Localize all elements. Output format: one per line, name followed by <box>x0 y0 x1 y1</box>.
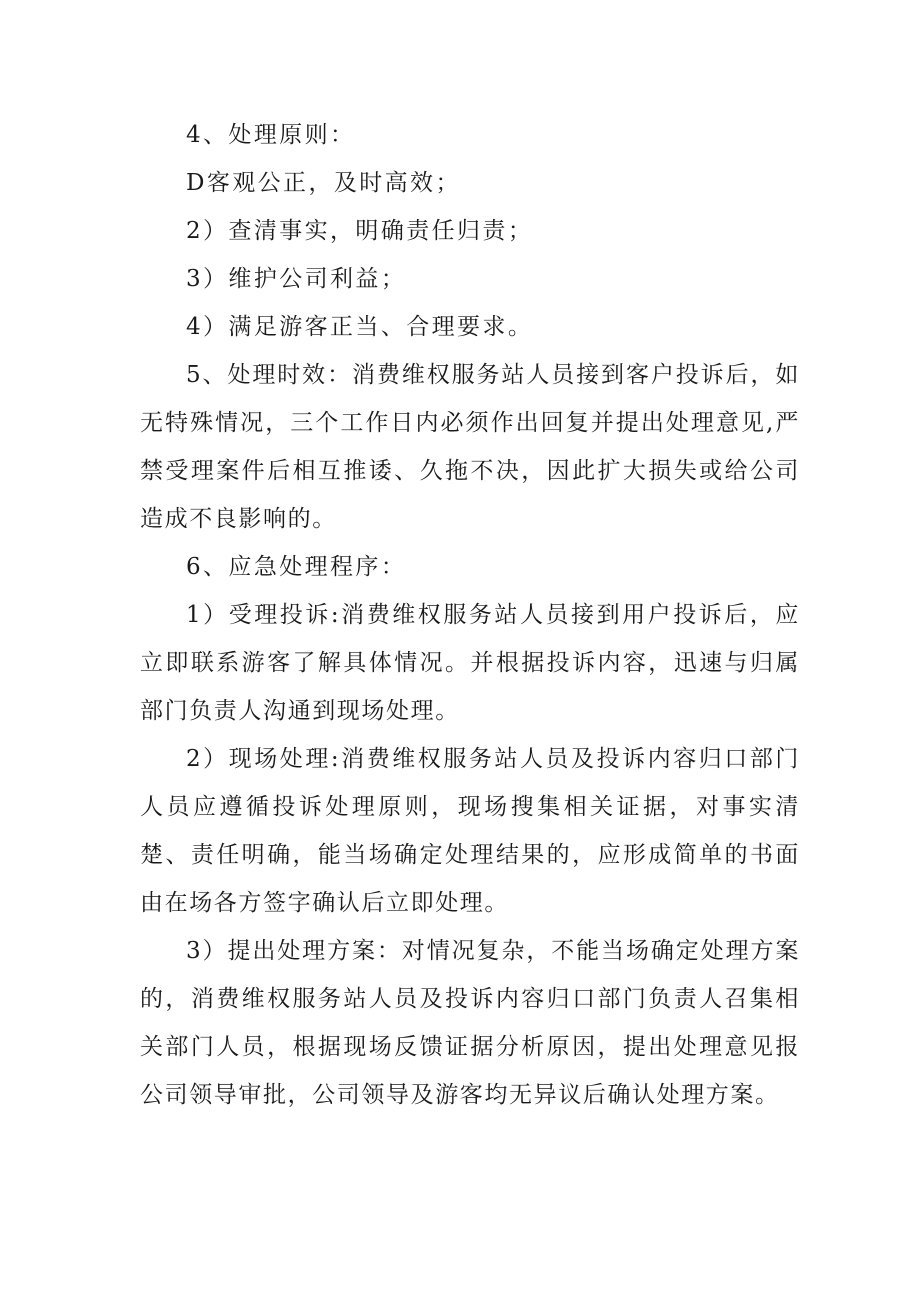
document-body <box>140 111 800 1119</box>
paragraph-accept-complaint: 1）受理投诉:消费维权服务站人员接到用户投诉后，应立即联系游客了解具体情况。并根据投诉内容，迅速与归属部门负责人沟通到现场处理。 <box>140 602 800 724</box>
paragraph-onsite-handling: 2）现场处理:消费维权服务站人员及投诉内容归口部门人员应遵循投诉处理原则，现场搜集相关证据，对事实清楚、责任明确，能当场确定处理结果的，应形成简单的书面由在场各方签字确认后立即处理。 <box>140 746 800 916</box>
paragraph-principle-3: 3）维护公司利益； <box>186 266 407 292</box>
paragraph-propose-solution: 3）提出处理方案：对情况复杂，不能当场确定处理方案的，消费维权服务站人员及投诉内容归口部门负责人召集相关部门人员，根据现场反馈证据分析原因，提出处理意见报公司领导审批，公司领导及游客均无异议后确认处理方案。 <box>140 938 800 1108</box>
paragraph-principle-1: D客观公正，及时高效； <box>186 170 461 196</box>
paragraph-principles-heading: 4、处理原则： <box>186 122 356 148</box>
paragraph-principle-4: 4）满足游客正当、合理要求。 <box>186 314 534 340</box>
paragraph-emergency-heading: 6、应急处理程序： <box>186 554 407 580</box>
paragraph-principle-2: 2）查清事实，明确责任归责； <box>186 218 534 244</box>
paragraph-processing-time: 5、处理时效：消费维权服务站人员接到客户投诉后，如无特殊情况，三个工作日内必须作出回复并提出处理意见,严禁受理案件后相互推诿、久拖不决，因此扩大损失或给公司造成不良影响的。 <box>140 362 800 532</box>
